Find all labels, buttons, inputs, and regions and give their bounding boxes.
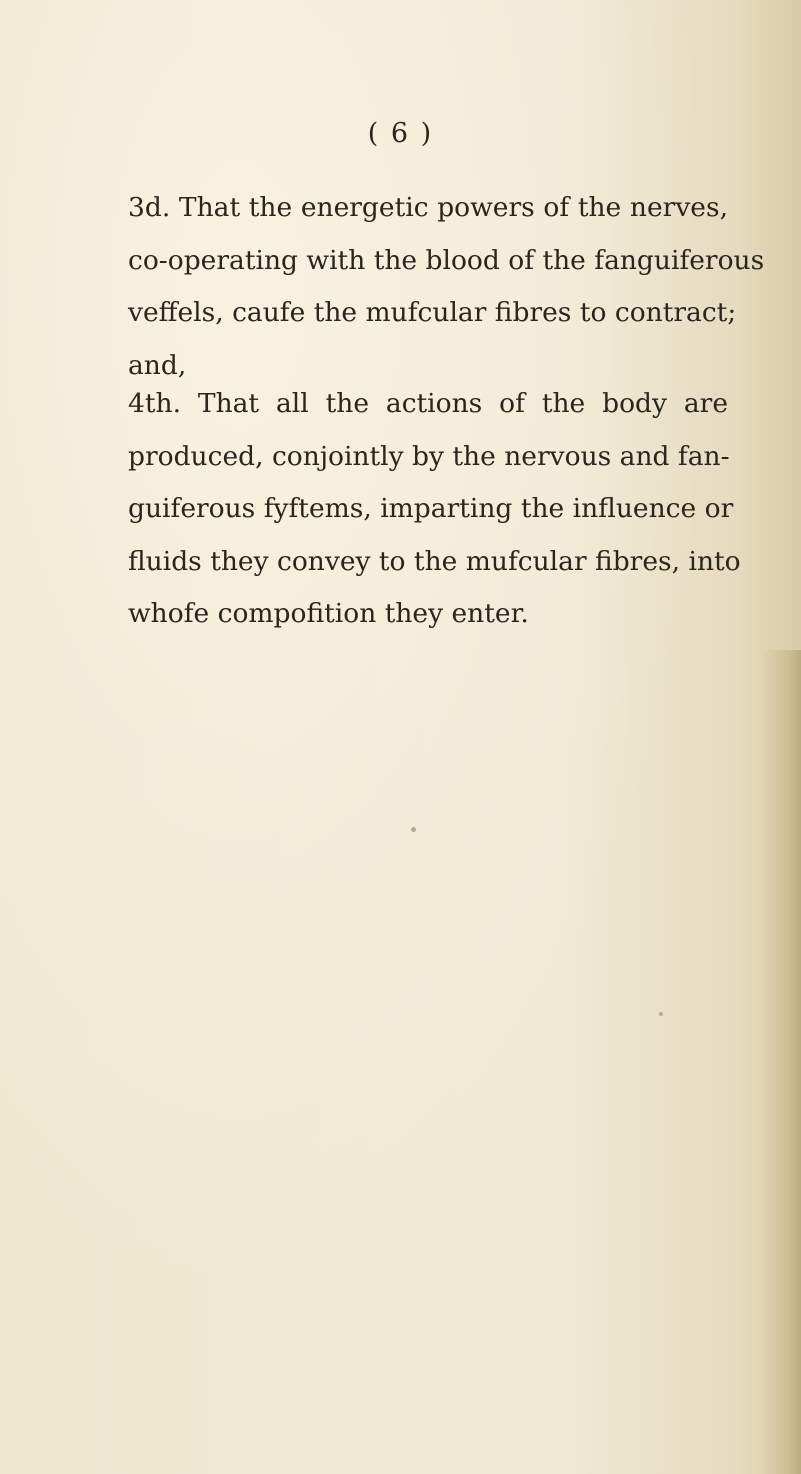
paper-speck — [411, 827, 416, 832]
paragraph-4th — [128, 378, 741, 641]
paragraph-3d — [128, 182, 765, 392]
text-line: guiferous fyftems, imparting the influence or — [128, 493, 734, 524]
text-line: co-operating with the blood of the fanguiferous — [128, 244, 765, 276]
text-line: produced, conjointly by the nervous and fan- — [128, 440, 730, 472]
text-line: whofe compofition they enter. — [128, 598, 529, 629]
paper-speck — [659, 1012, 663, 1016]
text-line: 4th. That all the actions of the body are — [128, 388, 728, 419]
text-line: and, — [128, 349, 187, 381]
text-line: fluids they convey to the mufcular fibres, into — [128, 545, 741, 577]
text-line: veffels, caufe the mufcular fibres to contract; — [128, 297, 737, 328]
page-edge-stain — [761, 650, 801, 1474]
text-line: 3d. That the energetic powers of the nerves, — [128, 192, 728, 223]
page-number: ( 6 ) — [367, 118, 434, 149]
